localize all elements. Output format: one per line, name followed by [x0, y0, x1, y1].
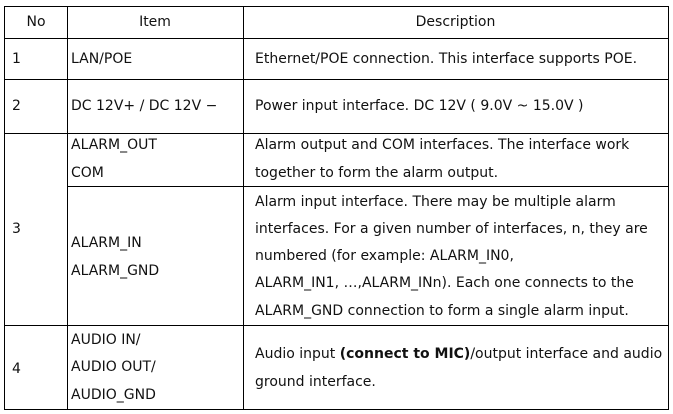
interface-table — [4, 6, 669, 410]
row2-description: Power input interface. DC 12V ( 9.0V ~ 15.0V ) — [255, 98, 584, 114]
row3a-item-line1: ALARM_OUT — [71, 137, 157, 153]
row1-no: 1 — [12, 51, 21, 67]
row1-item: LAN/POE — [71, 51, 133, 67]
row3b-item-line1: ALARM_IN — [71, 235, 142, 251]
row1-description: Ethernet/POE connection. This interface supports POE. — [255, 51, 638, 67]
row4-description-pre: Audio input — [255, 346, 340, 362]
row3b-item-line2: ALARM_GND — [71, 263, 160, 279]
col-no-border — [67, 7, 68, 409]
row3b-description-line2: interfaces. For a given number of interfaces, n, they are — [255, 221, 648, 237]
row3b-description-line3: numbered (for example: ALARM_IN0, — [255, 248, 514, 264]
row1-bottom-border — [5, 79, 668, 80]
row4-item-line1: AUDIO IN/ — [71, 332, 141, 348]
row3b-description-line5: ALARM_GND connection to form a single alarm input. — [255, 303, 629, 319]
row4-description-line1 — [255, 340, 662, 368]
row4-item-line2: AUDIO OUT/ — [71, 359, 156, 375]
row4-item-line3: AUDIO_GND — [71, 387, 156, 403]
row3a-item-line2: COM — [71, 165, 104, 181]
header-item: Item — [139, 14, 171, 30]
row2-item: DC 12V+ / DC 12V − — [71, 98, 218, 114]
row4-description-post: /output interface and audio — [470, 346, 663, 362]
header-no: No — [26, 14, 46, 30]
row3b-description-line4: ALARM_IN1, …,ALARM_INn). Each one connects to the — [255, 275, 634, 291]
row4-description-emphasis: (connect to MIC) — [339, 346, 471, 362]
row3b-description-line1: Alarm input interface. There may be multiple alarm — [255, 194, 616, 210]
row4-no: 4 — [12, 361, 21, 377]
header-bottom-border — [5, 38, 668, 39]
row4-description-line2: ground interface. — [255, 374, 376, 390]
row3-no: 3 — [12, 221, 21, 237]
row2-no: 2 — [12, 98, 21, 114]
header-description: Description — [415, 14, 496, 30]
col-item-border — [243, 7, 244, 409]
row3a-description-line2: together to form the alarm output. — [255, 165, 499, 181]
row3a-description-line1: Alarm output and COM interfaces. The interface work — [255, 137, 630, 153]
